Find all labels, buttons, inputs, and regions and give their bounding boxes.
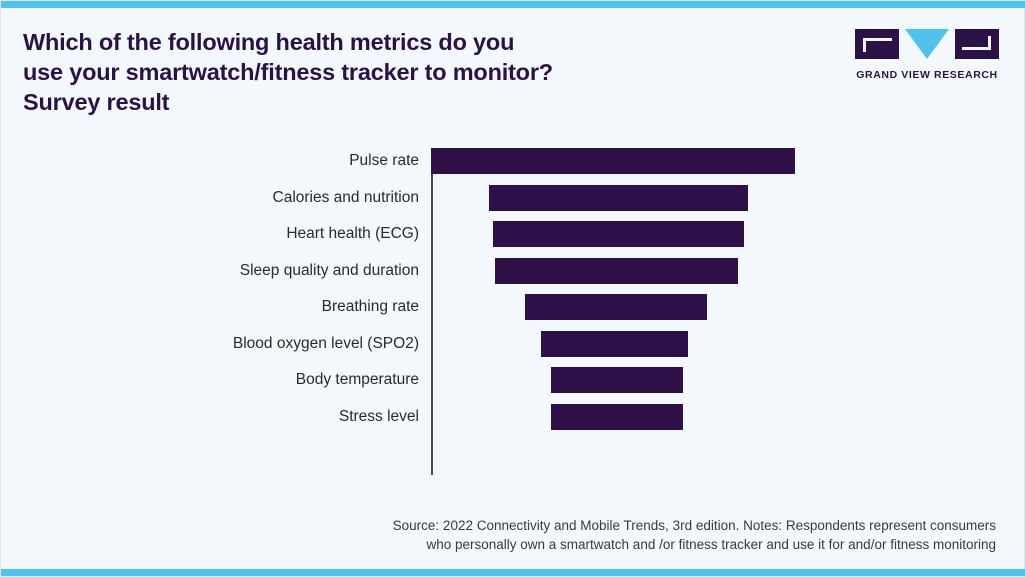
bar-track (431, 180, 983, 217)
bar-label: Heart health (ECG) (286, 225, 419, 243)
logo-marks (852, 29, 1002, 63)
source-line-1: Source: 2022 Connectivity and Mobile Trends, 3rd edition. Notes: Respondents represent consumers (392, 518, 996, 533)
bar-label: Pulse rate (349, 152, 419, 170)
bar-segment (493, 221, 744, 247)
logo-bracket-left-icon (855, 29, 899, 59)
chart-row (23, 143, 983, 180)
title-line-1: Which of the following health metrics do you (23, 29, 515, 55)
title-line-2: use your smartwatch/fitness tracker to monitor? (23, 59, 553, 85)
bar-label: Blood oxygen level (SPO2) (232, 334, 419, 352)
bar-segment (551, 404, 682, 430)
chart-row (23, 362, 983, 399)
bar-segment (431, 148, 795, 174)
chart-row (23, 326, 983, 363)
bar-track (431, 253, 983, 290)
bar-label: Stress level (338, 407, 419, 425)
source-note (251, 516, 996, 554)
bar-track (431, 289, 983, 326)
chart-rows (23, 143, 983, 435)
bar-track (431, 326, 983, 363)
chart-row (23, 399, 983, 436)
bar-label: Body temperature (295, 371, 419, 389)
chart-row (23, 289, 983, 326)
page-title (23, 27, 723, 117)
bar-track (431, 362, 983, 399)
bar-chart (1, 143, 1025, 478)
logo-wordmark: GRAND VIEW RESEARCH (856, 69, 998, 81)
bar-segment (495, 258, 738, 284)
bar-label: Sleep quality and duration (239, 261, 419, 279)
source-line-2: who personally own a smartwatch and /or fitness tracker and use it for and/or fitness monitoring (426, 537, 996, 552)
top-accent-bar (1, 1, 1025, 8)
bar-label: Calories and nutrition (272, 188, 419, 206)
bar-track (431, 143, 983, 180)
chart-row (23, 253, 983, 290)
bar-label: Breathing rate (321, 298, 419, 316)
bottom-accent-bar (1, 569, 1025, 576)
bar-segment (525, 294, 707, 320)
chart-row (23, 216, 983, 253)
bar-segment (541, 331, 687, 357)
bar-segment (489, 185, 748, 211)
bar-track (431, 216, 983, 253)
logo-triangle-icon (905, 29, 949, 59)
logo-bracket-right-icon (955, 29, 999, 59)
brand-logo (852, 29, 1002, 81)
bar-segment (551, 367, 682, 393)
bar-track (431, 399, 983, 436)
title-line-3: Survey result (23, 89, 170, 115)
chart-row (23, 180, 983, 217)
